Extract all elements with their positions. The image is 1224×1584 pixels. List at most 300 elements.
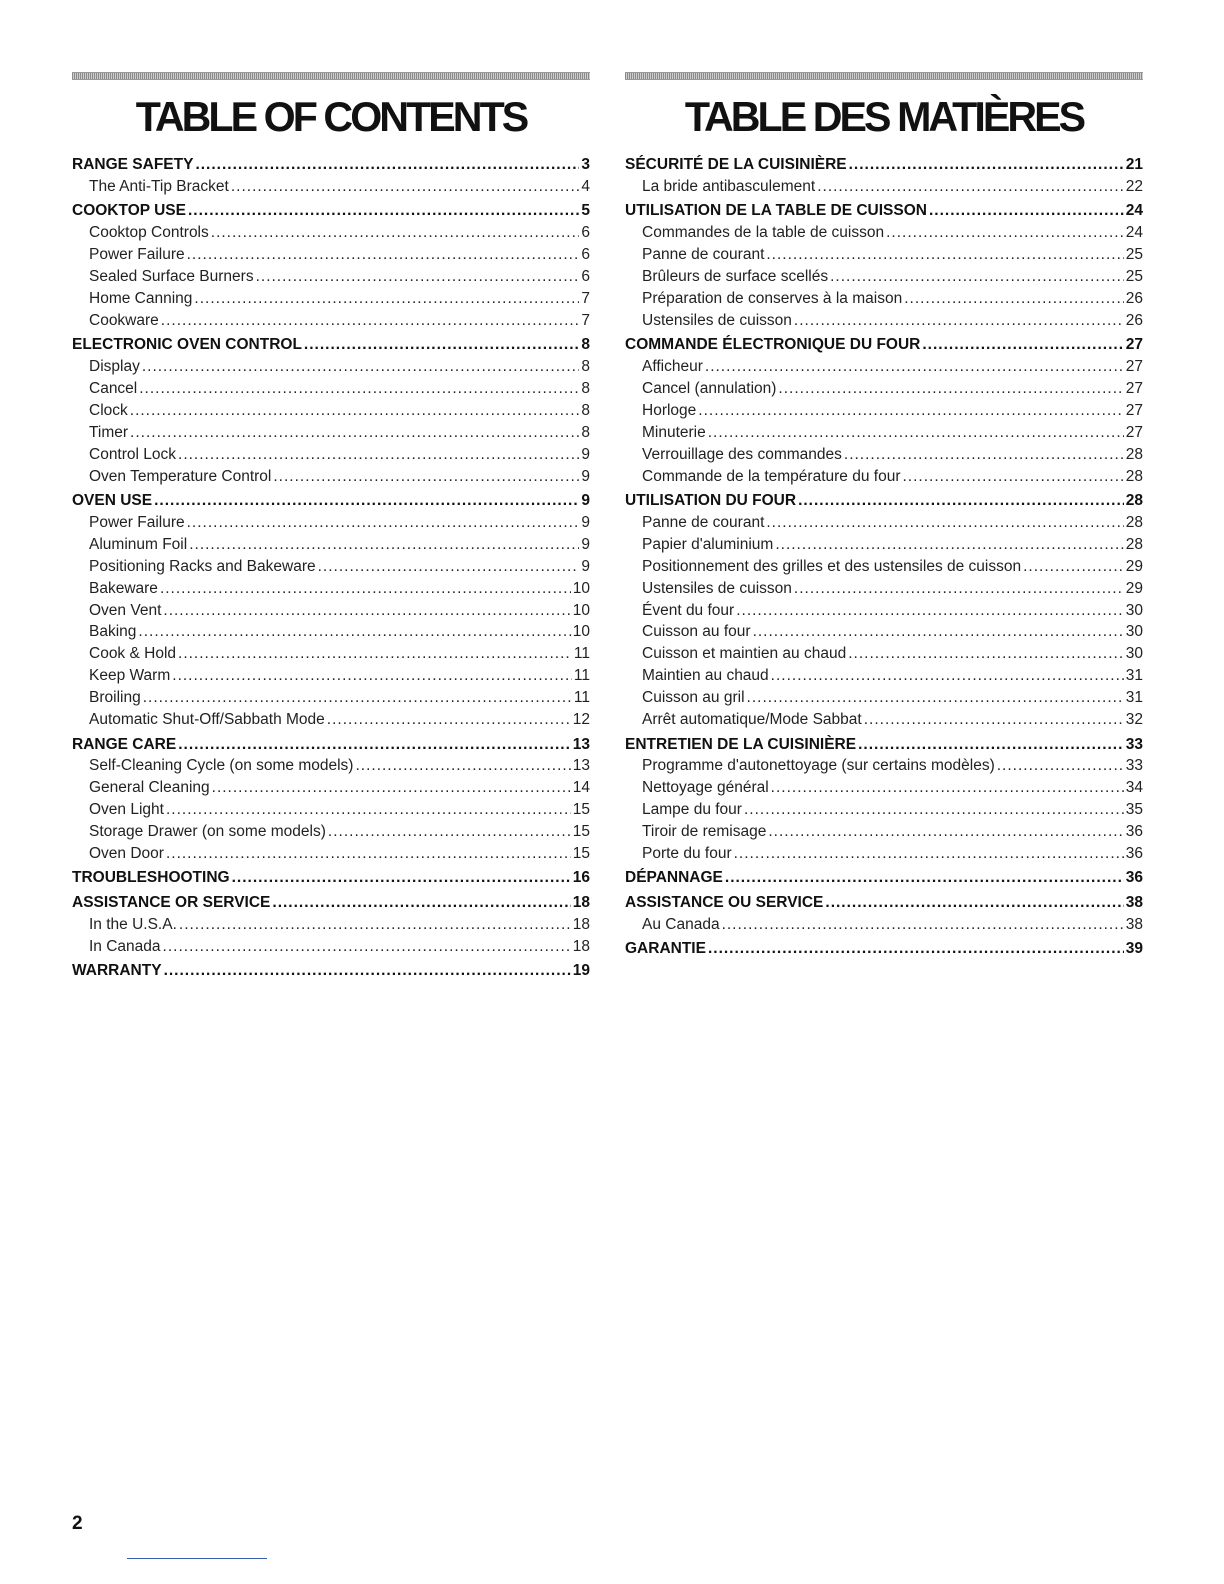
toc-entry-label: Automatic Shut-Off/Sabbath Mode [89,711,325,729]
header-rule [72,72,590,80]
toc-subentry[interactable] [72,755,590,777]
toc-subentry[interactable] [625,512,1143,534]
toc-entry-label: Porte du four [642,844,732,862]
toc-subentry[interactable] [72,843,590,865]
toc-subentry[interactable] [625,777,1143,799]
toc-section-entry[interactable] [625,892,1143,914]
dot-leader [708,422,1124,444]
toc-entry-label: Cancel [89,380,138,398]
toc-entry-page: 36 [1125,844,1143,862]
toc-entry-label: Papier d'aluminium [642,535,774,553]
toc-subentry[interactable] [625,534,1143,556]
dot-leader [844,444,1124,466]
toc-section-entry[interactable] [625,938,1143,960]
toc-entry-label: Power Failure [89,514,185,532]
dot-leader [355,755,570,777]
dot-leader [139,378,579,400]
toc-entry-label: Nettoyage général [642,779,769,797]
dot-leader [734,843,1124,865]
dot-leader [771,777,1124,799]
toc-entry-page: 6 [581,268,590,286]
footer-link-line [127,1558,267,1559]
toc-entry-label: RANGE CARE [72,735,177,753]
toc-subentry[interactable] [625,643,1143,665]
dot-leader [929,200,1124,222]
dot-leader [778,378,1123,400]
toc-entry-label: Lampe du four [642,801,742,819]
toc-subentry[interactable] [625,310,1143,332]
dot-leader [166,843,571,865]
toc-entry-label: OVEN USE [72,492,153,510]
toc-entry-page: 11 [573,645,590,663]
toc-section-entry[interactable] [72,154,590,176]
toc-entry-page: 18 [572,937,590,955]
toc-subentry[interactable] [625,709,1143,731]
toc-entry-page: 28 [1125,467,1143,485]
toc-entry-label: Cuisson et maintien au chaud [642,645,847,663]
toc-entry-page: 5 [581,202,590,220]
toc-entry-label: Cuisson au gril [642,689,745,707]
toc-title-french: TABLE DES MATIÈRES [684,93,1084,140]
toc-entry-page: 27 [1125,380,1143,398]
toc-entry-page: 15 [572,823,590,841]
dot-leader [705,356,1124,378]
toc-entry-page: 28 [1125,445,1143,463]
dot-leader [849,154,1124,176]
dot-leader [161,310,580,332]
toc-entry-page: 10 [572,601,590,619]
toc-section-entry[interactable] [72,490,590,512]
dot-leader [747,687,1124,709]
toc-subentry[interactable] [72,310,590,332]
toc-entry-label: Self-Cleaning Cycle (on some models) [89,757,354,775]
toc-subentry[interactable] [72,288,590,310]
dot-leader [212,777,571,799]
toc-entry-page: 7 [581,311,590,329]
toc-subentry[interactable] [625,665,1143,687]
dot-leader [188,200,579,222]
toc-subentry[interactable] [625,821,1143,843]
dot-leader [794,310,1124,332]
toc-subentry[interactable] [72,556,590,578]
toc-entry-label: Commandes de la table de cuisson [642,224,885,242]
toc-subentry[interactable] [72,466,590,488]
dot-leader [902,466,1123,488]
toc-entry-label: Afficheur [642,358,703,376]
toc-subentry[interactable] [72,222,590,244]
toc-entry-label: Oven Vent [89,601,162,619]
toc-entry-label: Ustensiles de cuisson [642,579,792,597]
toc-subentry[interactable] [72,777,590,799]
toc-section-entry[interactable] [625,154,1143,176]
toc-entry-page: 29 [1125,579,1143,597]
dot-leader [142,356,580,378]
toc-entry-label: GARANTIE [625,940,706,958]
toc-entry-page: 27 [1125,401,1143,419]
toc-entry-label: Timer [89,423,129,441]
toc-subentry[interactable] [72,176,590,198]
dot-leader [830,266,1124,288]
toc-french [625,72,1143,960]
toc-entry-label: Arrêt automatique/Mode Sabbat [642,711,862,729]
toc-entry-label: In Canada [89,937,161,955]
dot-leader [130,422,579,444]
toc-subentry[interactable] [72,400,590,422]
toc-entry-page: 18 [572,893,590,911]
toc-section-entry[interactable] [625,200,1143,222]
toc-entry-page: 33 [1125,735,1143,753]
toc-entry-page: 8 [581,380,590,398]
toc-subentry[interactable] [625,578,1143,600]
toc-entry-page: 14 [572,779,590,797]
dot-leader [328,821,571,843]
toc-subentry[interactable] [72,444,590,466]
toc-entry-page: 6 [581,224,590,242]
dot-leader [825,892,1123,914]
dot-leader [194,288,579,310]
toc-entry-label: Horloge [642,401,697,419]
dot-leader [775,534,1123,556]
toc-entry-label: TROUBLESHOOTING [72,869,230,887]
toc-entry-label: Home Canning [89,289,193,307]
toc-entry-label: Positioning Racks and Bakeware [89,557,316,575]
toc-subentry[interactable] [72,665,590,687]
toc-subentry[interactable] [72,799,590,821]
dot-leader [189,534,579,556]
toc-entry-page: 27 [1125,336,1143,354]
toc-entry-page: 15 [572,801,590,819]
toc-entry-page: 18 [572,915,590,933]
toc-entry-page: 28 [1125,492,1143,510]
toc-subentry[interactable] [72,378,590,400]
toc-entry-label: UTILISATION DU FOUR [625,492,797,510]
dot-leader [179,914,571,936]
dot-leader [744,799,1124,821]
toc-entry-label: Panne de courant [642,514,765,532]
toc-entry-label: COOKTOP USE [72,202,186,220]
toc-entry-label: Broiling [89,689,141,707]
toc-entry-label: Maintien au chaud [642,667,769,685]
toc-entry-page: 13 [572,757,590,775]
toc-entry-page: 9 [581,535,590,553]
dot-leader [817,176,1124,198]
toc-entry-label: Positionnement des grilles et des ustensiles de cuisson [642,557,1022,575]
toc-subentry[interactable] [625,687,1143,709]
dot-leader [231,176,580,198]
dot-leader [143,687,572,709]
toc-entry-label: Brûleurs de surface scellés [642,268,829,286]
toc-entry-label: Évent du four [642,601,735,619]
toc-entry-label: Control Lock [89,445,177,463]
toc-entry-label: In the U.S.A. [89,915,177,933]
toc-subentry[interactable] [72,709,590,731]
dot-leader [766,244,1123,266]
toc-entry-label: ASSISTANCE OU SERVICE [625,893,824,911]
toc-entry-page: 10 [572,623,590,641]
dot-leader [722,914,1124,936]
toc-entry-label: Cooktop Controls [89,224,209,242]
dot-leader [154,490,579,512]
dot-leader [272,892,570,914]
dot-leader [766,512,1123,534]
dot-leader [195,154,579,176]
dot-leader [163,600,570,622]
toc-section-entry[interactable] [625,490,1143,512]
toc-entry-page: 39 [1125,940,1143,958]
toc-subentry[interactable] [72,687,590,709]
dot-leader [753,621,1124,643]
dot-leader [794,578,1124,600]
dot-leader [698,400,1123,422]
toc-entry-page: 9 [581,492,590,510]
dot-leader [166,799,571,821]
toc-entry-page: 26 [1125,311,1143,329]
toc-list-french [625,154,1143,960]
toc-entry-label: Tiroir de remisage [642,823,767,841]
toc-entry-label: Display [89,358,140,376]
toc-entry-label: Panne de courant [642,246,765,264]
dot-leader [256,266,580,288]
dot-leader [848,643,1124,665]
toc-entry-page: 24 [1125,224,1143,242]
toc-entry-page: 36 [1125,869,1143,887]
toc-entry-label: UTILISATION DE LA TABLE DE CUISSON [625,202,927,220]
dot-leader [1023,556,1124,578]
toc-entry-label: Oven Light [89,801,164,819]
toc-entry-label: Minuterie [642,423,706,441]
toc-entry-page: 27 [1125,358,1143,376]
toc-entry-label: ENTRETIEN DE LA CUISINIÈRE [625,735,857,753]
toc-subentry[interactable] [72,512,590,534]
toc-entry-page: 8 [581,423,590,441]
toc-entry-page: 33 [1125,757,1143,775]
toc-entry-page: 35 [1125,801,1143,819]
dot-leader [736,600,1124,622]
toc-subentry[interactable] [72,244,590,266]
toc-subentry[interactable] [72,356,590,378]
toc-section-entry[interactable] [72,334,590,356]
toc-entry-label: Verrouillage des commandes [642,445,842,463]
toc-subentry[interactable] [625,378,1143,400]
toc-entry-page: 30 [1125,623,1143,641]
toc-entry-label: La bride antibasculement [642,177,816,195]
dot-leader [187,512,580,534]
toc-subentry[interactable] [625,266,1143,288]
toc-entry-label: SÉCURITÉ DE LA CUISINIÈRE [625,156,847,173]
toc-entry-page: 28 [1125,514,1143,532]
toc-entry-page: 32 [1125,711,1143,729]
toc-entry-label: COMMANDE ÉLECTRONIQUE DU FOUR [625,336,921,354]
toc-entry-page: 7 [581,289,590,307]
toc-subentry[interactable] [72,643,590,665]
toc-section-entry[interactable] [72,867,590,889]
toc-subentry[interactable] [625,400,1143,422]
toc-subentry[interactable] [72,936,590,958]
toc-section-entry[interactable] [72,960,590,982]
dot-leader [997,755,1124,777]
toc-entry-label: Storage Drawer (on some models) [89,823,326,841]
toc-title-english: TABLE OF CONTENTS [135,93,527,140]
dot-leader [904,288,1124,310]
toc-subentry[interactable] [625,466,1143,488]
dot-leader [327,709,571,731]
toc-entry-page: 8 [581,336,590,354]
page-number: 2 [72,1513,83,1534]
toc-entry-label: Keep Warm [89,667,171,685]
toc-entry-page: 8 [581,401,590,419]
toc-entry-page: 24 [1125,202,1143,220]
dot-leader [187,244,580,266]
toc-entry-page: 9 [581,467,590,485]
toc-subentry[interactable] [625,600,1143,622]
dot-leader [164,960,571,982]
dot-leader [858,734,1124,756]
toc-subentry[interactable] [72,578,590,600]
toc-subentry[interactable] [625,556,1143,578]
toc-entry-page: 3 [581,156,590,173]
toc-subentry[interactable] [625,176,1143,198]
toc-section-entry[interactable] [625,334,1143,356]
dot-leader [318,556,580,578]
toc-entry-page: 21 [1125,156,1143,173]
toc-entry-label: Cancel (annulation) [642,380,777,398]
toc-list-english [72,154,590,982]
toc-entry-label: Sealed Surface Burners [89,268,254,286]
toc-entry-page: 9 [581,514,590,532]
dot-leader [178,444,579,466]
toc-entry-label: Cookware [89,311,159,329]
toc-subentry[interactable] [72,422,590,444]
toc-entry-page: 16 [572,869,590,887]
toc-subentry[interactable] [625,356,1143,378]
toc-entry-page: 25 [1125,268,1143,286]
toc-subentry[interactable] [72,534,590,556]
toc-entry-page: 6 [581,246,590,264]
toc-subentry[interactable] [72,621,590,643]
toc-subentry[interactable] [625,843,1143,865]
toc-entry-label: Baking [89,623,137,641]
dot-leader [708,938,1124,960]
toc-entry-page: 31 [1125,689,1143,707]
toc-entry-label: DÉPANNAGE [625,869,723,887]
dot-leader [232,867,571,889]
toc-entry-label: Bakeware [89,579,158,597]
dot-leader [864,709,1124,731]
toc-entry-label: Au Canada [642,915,720,933]
toc-subentry[interactable] [72,266,590,288]
toc-entry-label: The Anti-Tip Bracket [89,177,229,195]
toc-subentry[interactable] [72,914,590,936]
toc-entry-label: General Cleaning [89,779,210,797]
toc-english [72,72,590,982]
toc-subentry[interactable] [625,422,1143,444]
dot-leader [211,222,580,244]
toc-entry-page: 9 [581,445,590,463]
toc-entry-label: Programme d'autonettoyage (sur certains modèles) [642,757,995,775]
toc-entry-page: 9 [581,557,590,575]
dot-leader [304,334,579,356]
toc-subentry[interactable] [625,288,1143,310]
toc-section-entry[interactable] [625,867,1143,889]
toc-entry-label: Oven Door [89,844,164,862]
toc-subentry[interactable] [625,244,1143,266]
toc-entry-page: 19 [572,962,590,980]
toc-entry-label: Préparation de conserves à la maison [642,289,903,307]
toc-entry-page: 4 [581,177,590,195]
toc-entry-page: 10 [572,579,590,597]
toc-entry-page: 13 [572,735,590,753]
toc-entry-label: Commande de la température du four [642,467,901,485]
toc-entry-page: 12 [572,711,590,729]
toc-entry-page: 15 [572,844,590,862]
dot-leader [178,643,572,665]
toc-entry-page: 38 [1125,915,1143,933]
toc-entry-label: Clock [89,401,128,419]
toc-entry-page: 28 [1125,535,1143,553]
toc-subentry[interactable] [625,755,1143,777]
toc-entry-page: 8 [581,358,590,376]
toc-subentry[interactable] [625,222,1143,244]
toc-entry-page: 29 [1125,557,1143,575]
dot-leader [178,734,571,756]
toc-subentry[interactable] [625,621,1143,643]
toc-entry-page: 30 [1125,645,1143,663]
toc-entry-page: 36 [1125,823,1143,841]
toc-subentry[interactable] [72,821,590,843]
toc-section-entry[interactable] [625,734,1143,756]
dot-leader [138,621,570,643]
toc-subentry[interactable] [625,914,1143,936]
toc-entry-label: Cuisson au four [642,623,751,641]
toc-entry-page: 26 [1125,289,1143,307]
toc-entry-label: WARRANTY [72,962,162,980]
toc-entry-page: 27 [1125,423,1143,441]
toc-section-entry[interactable] [72,200,590,222]
toc-entry-page: 30 [1125,601,1143,619]
header-rule [625,72,1143,80]
dot-leader [771,665,1124,687]
dot-leader [768,821,1123,843]
dot-leader [172,665,572,687]
toc-entry-label: Oven Temperature Control [89,467,272,485]
toc-entry-page: 38 [1125,893,1143,911]
toc-entry-page: 31 [1125,667,1143,685]
toc-subentry[interactable] [625,444,1143,466]
toc-entry-page: 22 [1125,177,1143,195]
toc-entry-label: RANGE SAFETY [72,156,194,173]
dot-leader [163,936,571,958]
dot-leader [798,490,1124,512]
toc-entry-label: ASSISTANCE OR SERVICE [72,893,271,911]
dot-leader [130,400,580,422]
dot-leader [160,578,571,600]
toc-entry-label: Aluminum Foil [89,535,188,553]
dot-leader [886,222,1124,244]
toc-entry-page: 11 [573,689,590,707]
toc-section-entry[interactable] [72,734,590,756]
toc-entry-page: 34 [1125,779,1143,797]
toc-entry-label: Ustensiles de cuisson [642,311,792,329]
dot-leader [725,867,1124,889]
toc-subentry[interactable] [625,799,1143,821]
toc-entry-page: 11 [573,667,590,685]
toc-entry-label: ELECTRONIC OVEN CONTROL [72,336,302,354]
toc-entry-label: Power Failure [89,246,185,264]
toc-entry-label: Cook & Hold [89,645,177,663]
toc-section-entry[interactable] [72,892,590,914]
toc-entry-page: 25 [1125,246,1143,264]
toc-subentry[interactable] [72,600,590,622]
